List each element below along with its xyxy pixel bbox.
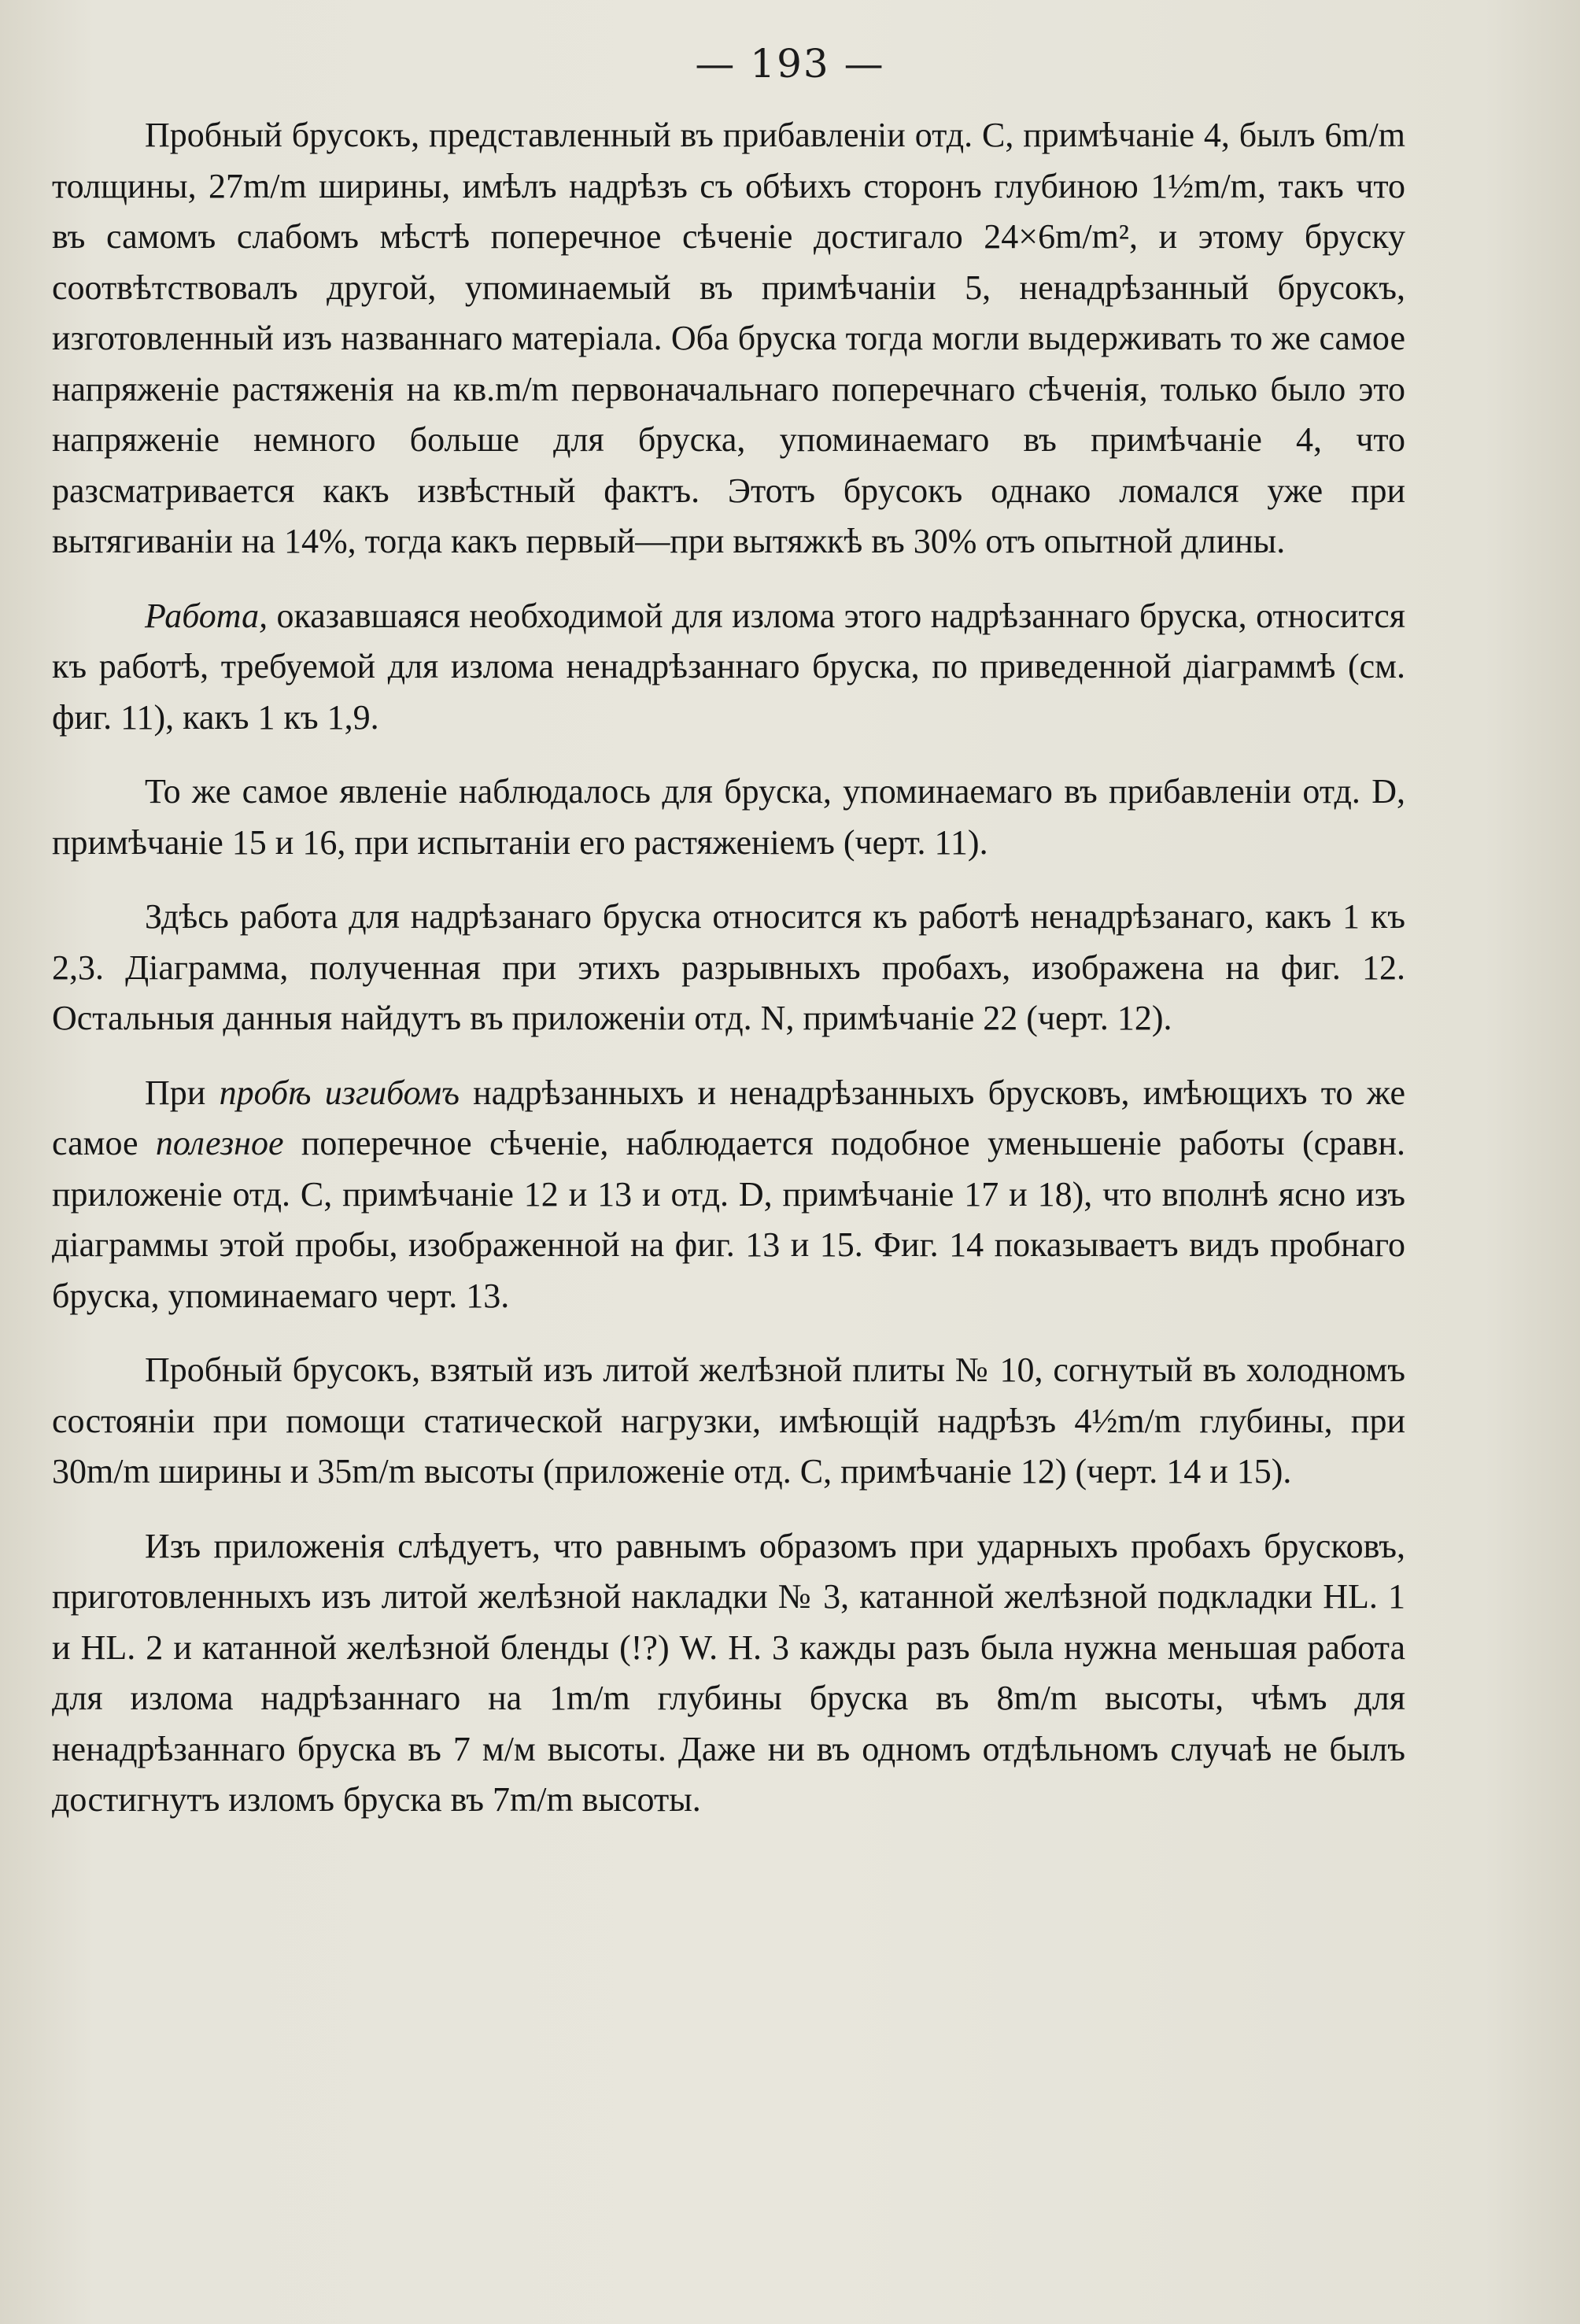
italic-term: полезное: [155, 1124, 284, 1162]
paragraph-5-part-2: надрѣзанныхъ и ненадрѣзанныхъ брусковъ, имѣющихъ то же самое: [52, 1073, 1405, 1162]
italic-term: Работа,: [145, 596, 268, 635]
italic-term: пробѣ изгибомъ: [219, 1073, 460, 1112]
paragraph-4: Здѣсь работа для надрѣзанаго бруска относится къ работѣ ненадрѣзанаго, какъ 1 къ 2,3. Діаграмма, полученная при этихъ разрывныхъ пробахъ, изображена на фиг. 12. Остальныя данныя найдутъ въ приложеніи отд. N, примѣчаніе 22 (черт. 12).: [52, 897, 1405, 1037]
body-text: [52, 110, 1405, 1826]
paragraph-1: Пробный брусокъ, представленный въ прибавленіи отд. С, примѣчаніе 4, былъ 6m/m толщины, 27m/m ширины, имѣлъ надрѣзъ съ обѣихъ сторонъ глубиною 1½m/m, такъ что въ самомъ слабомъ мѣстѣ поперечное сѣченіе достигало 24×6m/m², и этому бруску соотвѣтствовалъ другой, упоминаемый въ примѣчаніи 5, ненадрѣзанный брусокъ, изготовленный изъ названнаго матеріала. Оба бруска тогда могли выдерживать то же самое напряженіе растяженія на кв.m/m первоначальнаго поперечнаго сѣченія, только было это напряженіе немного больше для бруска, упоминаемаго въ примѣчаніе 4, что разсматривается какъ извѣстный фактъ. Этотъ брусокъ однако ломался уже при вытягиваніи на 14%, тогда какъ первый—при вытяжкѣ въ 30% отъ опытной длины.: [52, 116, 1405, 560]
paragraph-5-part-1: При: [145, 1073, 220, 1112]
paragraph-5-part-3: поперечное сѣченіе, наблюдается подобное уменьшеніе работы (сравн. приложеніе отд. С, примѣчаніе 12 и 13 и отд. D, примѣчаніе 17 и 18), что вполнѣ ясно изъ діаграммы этой пробы, изображенной на фиг. 13 и 15. Фиг. 14 показываетъ видъ пробнаго бруска, упоминаемаго черт. 13.: [52, 1124, 1405, 1315]
paragraph-3: То же самое явленіе наблюдалось для бруска, упоминаемаго въ прибавленіи отд. D, примѣчаніе 15 и 16, при испытаніи его растяженіемъ (черт. 11).: [52, 772, 1405, 862]
page-number: — 193 —: [695, 41, 885, 87]
paragraph-5: [52, 1068, 1405, 1322]
paragraph-2: [52, 591, 1405, 744]
paragraph-7: Изъ приложенія слѣдуетъ, что равнымъ образомъ при ударныхъ пробахъ брусковъ, приготовленныхъ изъ литой желѣзной накладки № 3, катанной желѣзной подкладки HL. 1 и HL. 2 и катанной желѣзной бленды (!?) W. H. 3 кажды разъ была нужна меньшая работа для излома надрѣзаннаго на 1m/m глубины бруска въ 8m/m высоты, чѣмъ для ненадрѣзаннаго бруска въ 7 м/м высоты. Даже ни въ одномъ отдѣльномъ случаѣ не былъ достигнутъ изломъ бруска въ 7m/m высоты.: [52, 1526, 1405, 1819]
paragraph-2-text: оказавшаяся необходимой для излома этого надрѣзаннаго бруска, относится къ работѣ, требуемой для излома ненадрѣзаннаго бруска, по приведенной діаграммѣ (см. фиг. 11), какъ 1 къ 1,9.: [52, 596, 1405, 737]
paragraph-6: Пробный брусокъ, взятый изъ литой желѣзной плиты № 10, согнутый въ холодномъ состояніи при помощи статической нагрузки, имѣющій надрѣзъ 4½m/m глубины, при 30m/m ширины и 35m/m высоты (приложеніе отд. С, примѣчаніе 12) (черт. 14 и 15).: [52, 1350, 1405, 1491]
